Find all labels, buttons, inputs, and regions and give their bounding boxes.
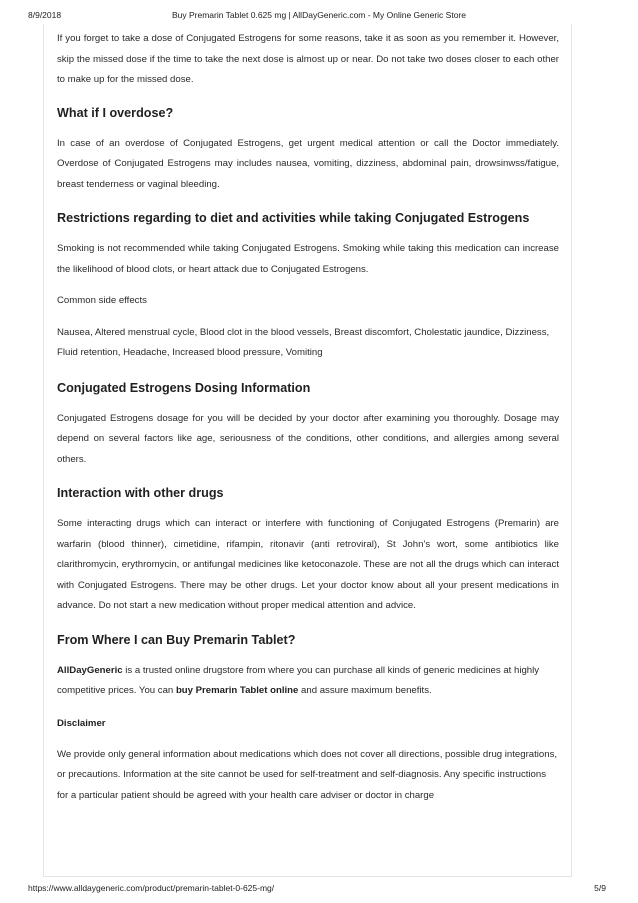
print-url[interactable]: https://www.alldaygeneric.com/product/premarin-tablet-0-625-mg/ [28, 883, 275, 893]
print-date: 8/9/2018 [28, 10, 62, 20]
page-number: 5/9 [594, 883, 606, 893]
brand-name: AllDayGeneric [57, 664, 123, 676]
buy-heading: From Where I can Buy Premarin Tablet? [57, 632, 296, 647]
side-effects-paragraph: Nausea, Altered menstrual cycle, Blood clot in the blood vessels, Breast discomfort, Cholestatic jaundice, Dizziness, Fluid retention, Headache, Increased blood pressure, Vomiting [57, 326, 550, 358]
buy-text-2: and assure maximum benefits. [298, 685, 432, 696]
restrictions-paragraph: Smoking is not recommended while taking Conjugated Estrogens. Smoking while taking this medication can increase the likelihood of blood clots, or heart attack due to Conjugated Estrogens. [57, 243, 559, 275]
dosing-paragraph: Conjugated Estrogens dosage for you will be decided by your doctor after examining you thoroughly. Dosage may depend on several factors like age, seriousness of the conditions, other conditions, and allergies among several others. [57, 412, 559, 465]
print-title: Buy Premarin Tablet 0.625 mg | AllDayGeneric.com - My Online Generic Store [171, 10, 466, 20]
interaction-paragraph: Some interacting drugs which can interact or interfere with functioning of Conjugated Estrogens (Premarin) are warfarin (blood thinner), cimetidine, rifampin, ritonavir (anti retroviral), St John’s wort, some antibiotics like clarithromycin, erythromycin, or antifungal medicines like ketoconazole. These are not all the drugs which can interact with Conjugated Estrogens. There may be other drugs. Let your doctor know about all your present medications in advance. Do not start a new medication without proper medical attention and advice. [57, 518, 559, 611]
interaction-heading: Interaction with other drugs [57, 486, 224, 500]
buy-text-1: is a trusted online drugstore from where you can purchase all kinds of generic medicines at highly competitive prices. You can [57, 664, 540, 696]
article-content [57, 24, 559, 806]
dosing-heading: Conjugated Estrogens Dosing Information [57, 380, 311, 395]
disclaimer-paragraph: We provide only general information about medications which does not cover all directions, possible drug integrations, or precautions. Information at the site cannot be used for self-treatment and self-diagnosis. Any specific instructions for a particular patient should be agreed with your health care adviser or doctor in charge [57, 748, 558, 801]
missed-dose-paragraph: If you forget to take a dose of Conjugated Estrogens for some reasons, take it as soon as you remember it. However, skip the missed dose if the time to take the next dose is almost up or near. Do not take two doses closer to each other to make up for the missed dose. [57, 33, 559, 85]
overdose-paragraph: In case of an overdose of Conjugated Estrogens, get urgent medical attention or call the Doctor immediately. Overdose of Conjugated Estrogens may includes nausea, vomiting, dizziness, abdominal pain, drowsinwss/fatigue, breast tenderness or vaginal bleeding. [57, 137, 559, 190]
print-header [0, 10, 638, 22]
print-footer [0, 883, 638, 895]
restrictions-heading: Restrictions regarding to diet and activities while taking Conjugated Estrogens [57, 211, 530, 225]
buy-online-link[interactable]: buy Premarin Tablet online [175, 685, 299, 696]
disclaimer-heading: Disclaimer [57, 717, 106, 729]
side-effects-label: Common side effects [57, 295, 147, 306]
buy-paragraph [57, 661, 559, 702]
overdose-heading: What if I overdose? [57, 105, 174, 120]
